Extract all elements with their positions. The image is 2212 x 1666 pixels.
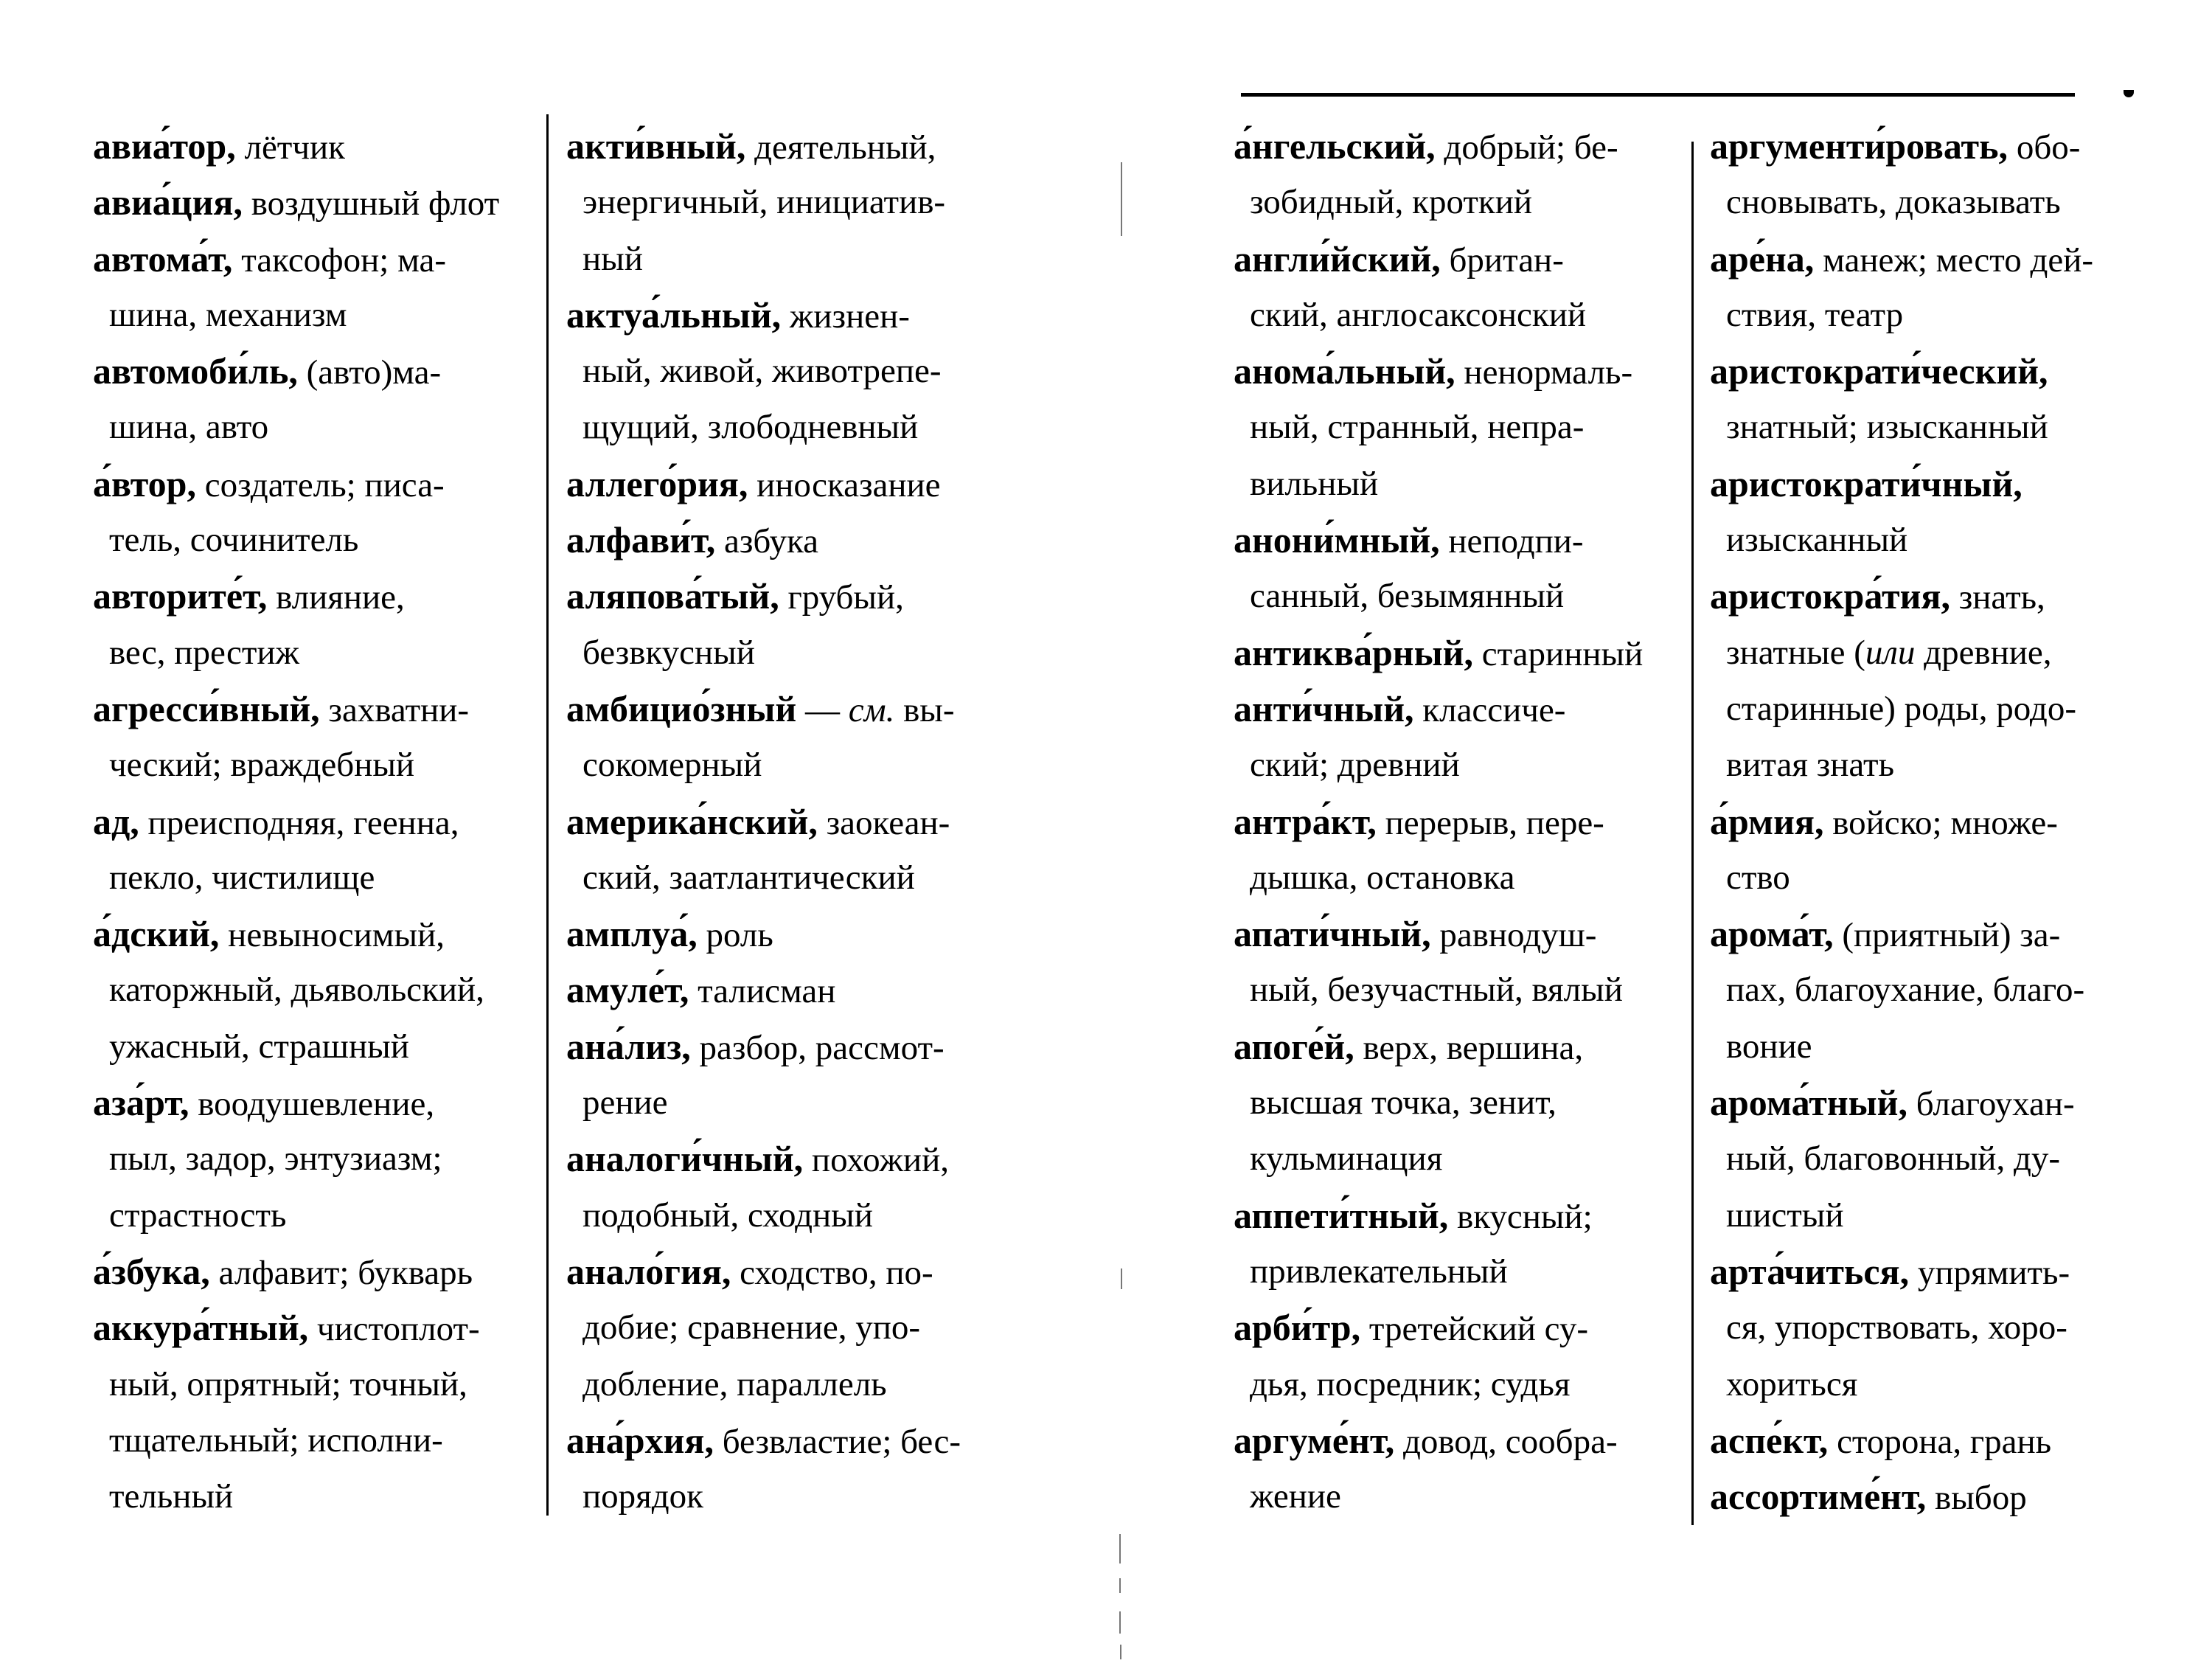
entry-continuation-line [93, 1131, 524, 1187]
dictionary-entry-line [566, 512, 1007, 568]
headword: ана́рхия, [566, 1419, 714, 1461]
headword: амбицио́зный [566, 687, 797, 729]
definition-text: (авто)ма- [297, 353, 442, 392]
definition-text: подобный, сходный [582, 1195, 873, 1235]
definition-text: перерыв, пере- [1376, 803, 1604, 842]
entry-continuation-line [1234, 1131, 1676, 1187]
page-header-rule [1241, 93, 2075, 97]
definition-text: знатный; изысканный [1726, 408, 2048, 447]
headword: а́збука, [93, 1250, 210, 1292]
dictionary-entry-line [1710, 231, 2152, 287]
definition-text: манеж; место дей- [1814, 240, 2094, 280]
dictionary-entry-line [1234, 1187, 1676, 1243]
definition-text: ский; древний [1250, 746, 1460, 785]
dictionary-entry-line [93, 794, 524, 850]
definition-text: ческий; враждебный [109, 746, 415, 785]
headword: агресси́вный, [93, 687, 320, 729]
headword: аза́рт, [93, 1082, 189, 1124]
definition-text: порядок [582, 1477, 704, 1516]
definition-text: шина, авто [109, 408, 269, 447]
definition-text: чистоплот- [308, 1310, 480, 1349]
headword: аре́на, [1710, 237, 1815, 280]
definition-text: таксофон; ма- [232, 240, 447, 280]
book-gutter-mark [1119, 1534, 1121, 1563]
book-gutter-mark [1119, 1578, 1121, 1593]
headword: анало́гия, [566, 1250, 731, 1292]
definition-text: деятельный, [745, 128, 936, 167]
definition-text: талисман [689, 972, 836, 1011]
dictionary-entry-line [93, 118, 524, 174]
definition-text: жение [1250, 1477, 1341, 1516]
definition-text: сокомерный [582, 746, 762, 785]
dictionary-entry-line [1234, 906, 1676, 962]
headword: аляпова́тый, [566, 575, 779, 617]
headword: арби́тр, [1234, 1307, 1361, 1349]
dictionary-entry-line [1234, 512, 1676, 568]
entry-continuation-line [1234, 737, 1676, 793]
entry-continuation-line [1710, 399, 2152, 455]
entry-continuation-line [1710, 287, 2152, 343]
dictionary-column-3 [1234, 118, 1676, 1524]
headword: а́нгельский, [1234, 125, 1436, 167]
definition-text: древние, [1915, 633, 2052, 672]
headword: акти́вный, [566, 125, 746, 167]
definition-text: вкусный; [1448, 1197, 1593, 1236]
entry-continuation-line [1710, 1018, 2152, 1075]
definition-text: ный, безучастный, вялый [1250, 971, 1623, 1010]
definition-text: верх, вершина, [1354, 1028, 1584, 1067]
dictionary-entry-line [566, 287, 1007, 343]
book-gutter-mark [1121, 162, 1122, 236]
headword: ад, [93, 800, 139, 842]
definition-text: пыл, задор, энтузиазм; [109, 1139, 442, 1179]
dictionary-entry-line [566, 568, 1007, 624]
definition-text: витая знать [1726, 746, 1895, 785]
definition-text: британ- [1440, 240, 1564, 280]
definition-text: шина, механизм [109, 295, 347, 334]
entry-continuation-line [1710, 1299, 2152, 1356]
dictionary-entry-line [1710, 1412, 2152, 1468]
definition-text: захватни- [319, 690, 470, 729]
definition-text: воние [1726, 1027, 1812, 1066]
headword: аргументи́ровать, [1710, 125, 2008, 167]
definition-text: тщательный; исполни- [109, 1420, 443, 1460]
dictionary-entry-line [93, 343, 524, 399]
definition-text: добление, параллель [582, 1364, 887, 1403]
definition-text: ный, опрятный; точный, [109, 1364, 467, 1403]
definition-text: безвластие; бес- [713, 1422, 961, 1461]
entry-continuation-line [1234, 1356, 1676, 1412]
entry-continuation-line [566, 1468, 1007, 1524]
definition-text: дья, посредник; судья [1250, 1364, 1571, 1403]
headword: ана́лиз, [566, 1025, 691, 1067]
entry-continuation-line [93, 1187, 524, 1243]
entry-continuation-line [1710, 512, 2152, 568]
headword: аристокра́тия, [1710, 575, 1950, 617]
entry-continuation-line [1234, 1075, 1676, 1131]
definition-text: старинные) роды, родо- [1726, 689, 2076, 728]
entry-continuation-line [93, 737, 524, 793]
dictionary-entry-line [566, 681, 1007, 737]
entry-continuation-line [93, 1468, 524, 1524]
definition-text: пах, благоухание, благо- [1726, 971, 2085, 1010]
dictionary-entry-line [93, 231, 524, 287]
headword: арта́читься, [1710, 1250, 1910, 1292]
definition-text: вильный [1250, 464, 1379, 503]
entry-continuation-line [93, 850, 524, 906]
headword: анома́льный, [1234, 350, 1455, 392]
headword: антиква́рный, [1234, 631, 1473, 673]
dictionary-entry-line [566, 962, 1007, 1018]
entry-continuation-line [93, 1412, 524, 1468]
definition-text: равнодуш- [1430, 916, 1597, 955]
page-number-fragment [2124, 90, 2134, 97]
definition-text: пекло, чистилище [109, 858, 375, 897]
definition-text: сновывать, доказывать [1726, 183, 2061, 222]
definition-text: иносказание [748, 465, 941, 504]
dictionary-entry-line [1710, 456, 2152, 512]
definition-text: разбор, рассмот- [690, 1028, 945, 1067]
entry-continuation-line [1710, 737, 2152, 793]
definition-text: щущий, злободневный [582, 408, 919, 447]
definition-text: воодушевление, [189, 1085, 435, 1124]
dictionary-entry-line [93, 568, 524, 624]
definition-text: роль [697, 916, 773, 955]
dictionary-entry-line [1234, 1018, 1676, 1075]
definition-text: хориться [1726, 1364, 1858, 1403]
headword: англи́йский, [1234, 237, 1441, 280]
definition-text: знатные ( [1726, 633, 1865, 672]
dictionary-entry-line [566, 1412, 1007, 1468]
entry-continuation-line [566, 1187, 1007, 1243]
definition-text: привлекательный [1250, 1252, 1508, 1291]
dictionary-entry-line [566, 906, 1007, 962]
definition-text: рение [582, 1083, 668, 1122]
entry-continuation-line [93, 625, 524, 681]
dictionary-entry-line [1710, 568, 2152, 624]
dictionary-entry-line [1710, 1243, 2152, 1299]
dictionary-entry-line [566, 456, 1007, 512]
entry-continuation-line [566, 343, 1007, 399]
headword: аллего́рия, [566, 462, 748, 504]
definition-text: санный, безымянный [1250, 577, 1565, 616]
definition-text: ство [1726, 858, 1790, 897]
definition-text: добрый; бе- [1435, 128, 1618, 167]
headword: авторите́т, [93, 575, 268, 617]
headword: автома́т, [93, 237, 233, 280]
book-gutter-mark [1119, 1611, 1121, 1634]
definition-text: ненормаль- [1455, 353, 1633, 392]
definition-text: вес, престиж [109, 633, 300, 672]
headword: анони́мный, [1234, 519, 1440, 561]
entry-continuation-line [1234, 174, 1676, 230]
entry-continuation-line [566, 625, 1007, 681]
dictionary-entry-line [1234, 231, 1676, 287]
headword: актуа́льный, [566, 294, 782, 336]
headword: аристократи́чный, [1710, 462, 2023, 504]
definition-text: (приятный) за- [1833, 916, 2061, 955]
headword: амплуа́, [566, 913, 698, 955]
book-gutter-mark [1120, 1645, 1121, 1659]
entry-continuation-line [566, 850, 1007, 906]
definition-text: упрямить- [1909, 1253, 2070, 1292]
definition-text: ный, благовонный, ду- [1726, 1139, 2061, 1179]
entry-continuation-line [1710, 174, 2152, 230]
headword: амуле́т, [566, 969, 689, 1011]
definition-text: ся, упорствовать, хоро- [1726, 1308, 2067, 1347]
definition-text: безвкусный [582, 633, 755, 672]
headword: ассортиме́нт, [1710, 1476, 1927, 1518]
entry-continuation-line [1234, 962, 1676, 1018]
column-divider-right-page [1691, 142, 1694, 1525]
headword: а́дский, [93, 913, 220, 955]
headword: аккура́тный, [93, 1307, 309, 1349]
definition-text: невыносимый, [219, 916, 445, 955]
definition-text: ный, странный, непра- [1250, 408, 1585, 447]
entry-continuation-line [1234, 287, 1676, 343]
definition-text: воздушный флот [242, 184, 500, 223]
definition-text: лётчик [235, 128, 345, 167]
dictionary-entry-line [1234, 118, 1676, 174]
definition-text: каторжный, дьявольский, [109, 971, 484, 1010]
definition-text: дышка, остановка [1250, 858, 1515, 897]
dictionary-entry-line [1234, 1299, 1676, 1356]
dictionary-entry-line [1710, 1468, 2152, 1524]
dictionary-entry-line [1234, 343, 1676, 399]
italic-label: см. [848, 690, 895, 729]
headword: аргуме́нт, [1234, 1419, 1395, 1461]
headword: а́втор, [93, 462, 196, 504]
column-divider-left-page [546, 114, 549, 1516]
entry-continuation-line [1234, 456, 1676, 512]
definition-text: зобидный, кроткий [1250, 183, 1533, 222]
dictionary-entry-line [566, 1018, 1007, 1075]
definition-text: ский, заатлантический [582, 858, 915, 897]
definition-text: ский, англосаксонский [1250, 295, 1587, 334]
entry-continuation-line [93, 962, 524, 1018]
entry-continuation-line [93, 512, 524, 568]
headword: алфави́т, [566, 519, 716, 561]
definition-text: похожий, [803, 1141, 949, 1180]
dictionary-entry-line [93, 456, 524, 512]
dictionary-entry-line [93, 906, 524, 962]
definition-text: — [796, 690, 849, 729]
definition-text: алфавит; букварь [209, 1253, 473, 1292]
dictionary-entry-line [1710, 906, 2152, 962]
dictionary-entry-line [1710, 118, 2152, 174]
entry-continuation-line [566, 1299, 1007, 1356]
entry-continuation-line [1710, 625, 2152, 681]
definition-text: тельный [109, 1477, 234, 1516]
entry-continuation-line [1234, 850, 1676, 906]
dictionary-entry-line [566, 1131, 1007, 1187]
italic-label: или [1865, 633, 1916, 672]
dictionary-column-4 [1710, 118, 2152, 1524]
dictionary-column-2 [566, 118, 1007, 1524]
dictionary-entry-line [1710, 343, 2152, 399]
entry-continuation-line [1710, 850, 2152, 906]
dictionary-entry-line [93, 1075, 524, 1131]
headword: америка́нский, [566, 800, 818, 842]
dictionary-column-1 [93, 118, 524, 1524]
definition-text: добие; сравнение, упо- [582, 1308, 921, 1347]
entry-continuation-line [93, 287, 524, 343]
definition-text: сходство, по- [731, 1253, 933, 1292]
definition-text: страстность [109, 1195, 287, 1235]
headword: автомоби́ль, [93, 350, 298, 392]
dictionary-entry-line [1710, 1075, 2152, 1131]
dictionary-entry-line [566, 118, 1007, 174]
entry-continuation-line [566, 737, 1007, 793]
definition-text: вы- [894, 690, 955, 729]
entry-continuation-line [566, 231, 1007, 287]
headword: арома́т, [1710, 913, 1834, 955]
entry-continuation-line [566, 174, 1007, 230]
entry-continuation-line [1710, 962, 2152, 1018]
definition-text: довод, сообра- [1394, 1422, 1618, 1461]
entry-continuation-line [1234, 1243, 1676, 1299]
definition-text: грубый, [779, 578, 904, 617]
entry-continuation-line [1710, 1187, 2152, 1243]
entry-continuation-line [93, 1018, 524, 1075]
definition-text: тель, сочинитель [109, 521, 359, 560]
headword: анти́чный, [1234, 687, 1414, 729]
definition-text: ужасный, страшный [109, 1027, 409, 1066]
definition-text: жизнен- [781, 296, 910, 336]
entry-continuation-line [1234, 399, 1676, 455]
dictionary-entry-line [566, 1243, 1007, 1299]
entry-continuation-line [93, 399, 524, 455]
entry-continuation-line [1234, 1468, 1676, 1524]
headword: апати́чный, [1234, 913, 1431, 955]
dictionary-entry-line [1710, 794, 2152, 850]
dictionary-entry-line [1234, 681, 1676, 737]
dictionary-entry-line [93, 1243, 524, 1299]
definition-text: обо- [2008, 128, 2081, 167]
definition-text: ный [582, 239, 643, 278]
entry-continuation-line [1710, 1131, 2152, 1187]
dictionary-entry-line [1234, 625, 1676, 681]
definition-text: высшая точка, зенит, [1250, 1083, 1557, 1122]
headword: антра́кт, [1234, 800, 1377, 842]
dictionary-entry-line [93, 681, 524, 737]
entry-continuation-line [93, 1356, 524, 1412]
definition-text: войско; множе- [1823, 803, 2058, 842]
definition-text: изысканный [1726, 521, 1908, 560]
definition-text: влияние, [267, 578, 405, 617]
dictionary-entry-line [1234, 1412, 1676, 1468]
entry-continuation-line [1710, 681, 2152, 737]
headword: арома́тный, [1710, 1082, 1907, 1124]
dictionary-entry-line [566, 794, 1007, 850]
headword: а́рмия, [1710, 800, 1824, 842]
definition-text: шистый [1726, 1195, 1844, 1235]
definition-text: неподпи- [1439, 522, 1584, 561]
definition-text: выбор [1926, 1479, 2027, 1518]
definition-text: сторона, грань [1828, 1422, 2052, 1461]
definition-text: азбука [715, 522, 818, 561]
headword: аспе́кт, [1710, 1419, 1829, 1461]
dictionary-entry-line [93, 174, 524, 230]
headword: аристократи́ческий, [1710, 350, 2048, 392]
definition-text: энергичный, инициатив- [582, 183, 946, 222]
entry-continuation-line [566, 1356, 1007, 1412]
definition-text: создатель; писа- [195, 465, 445, 504]
definition-text: классиче- [1413, 690, 1566, 729]
entry-continuation-line [1710, 1356, 2152, 1412]
entry-continuation-line [1234, 568, 1676, 624]
book-gutter-mark [1121, 1268, 1122, 1289]
definition-text: ствия, театр [1726, 295, 1904, 334]
headword: авиа́ция, [93, 181, 243, 223]
definition-text: благоухан- [1907, 1085, 2075, 1124]
dictionary-entry-line [93, 1299, 524, 1356]
definition-text: кульминация [1250, 1139, 1443, 1179]
headword: авиа́тор, [93, 125, 236, 167]
definition-text: преисподняя, геенна, [139, 803, 459, 842]
definition-text: старинный [1472, 634, 1644, 673]
headword: аналоги́чный, [566, 1138, 804, 1180]
definition-text: заокеан- [817, 803, 950, 842]
headword: аппети́тный, [1234, 1194, 1449, 1236]
headword: апоге́й, [1234, 1025, 1354, 1067]
entry-continuation-line [566, 399, 1007, 455]
definition-text: ный, живой, животрепе- [582, 352, 942, 391]
entry-continuation-line [566, 1075, 1007, 1131]
definition-text: третейский су- [1360, 1310, 1589, 1349]
definition-text: знать, [1950, 578, 2045, 617]
dictionary-entry-line [1234, 794, 1676, 850]
